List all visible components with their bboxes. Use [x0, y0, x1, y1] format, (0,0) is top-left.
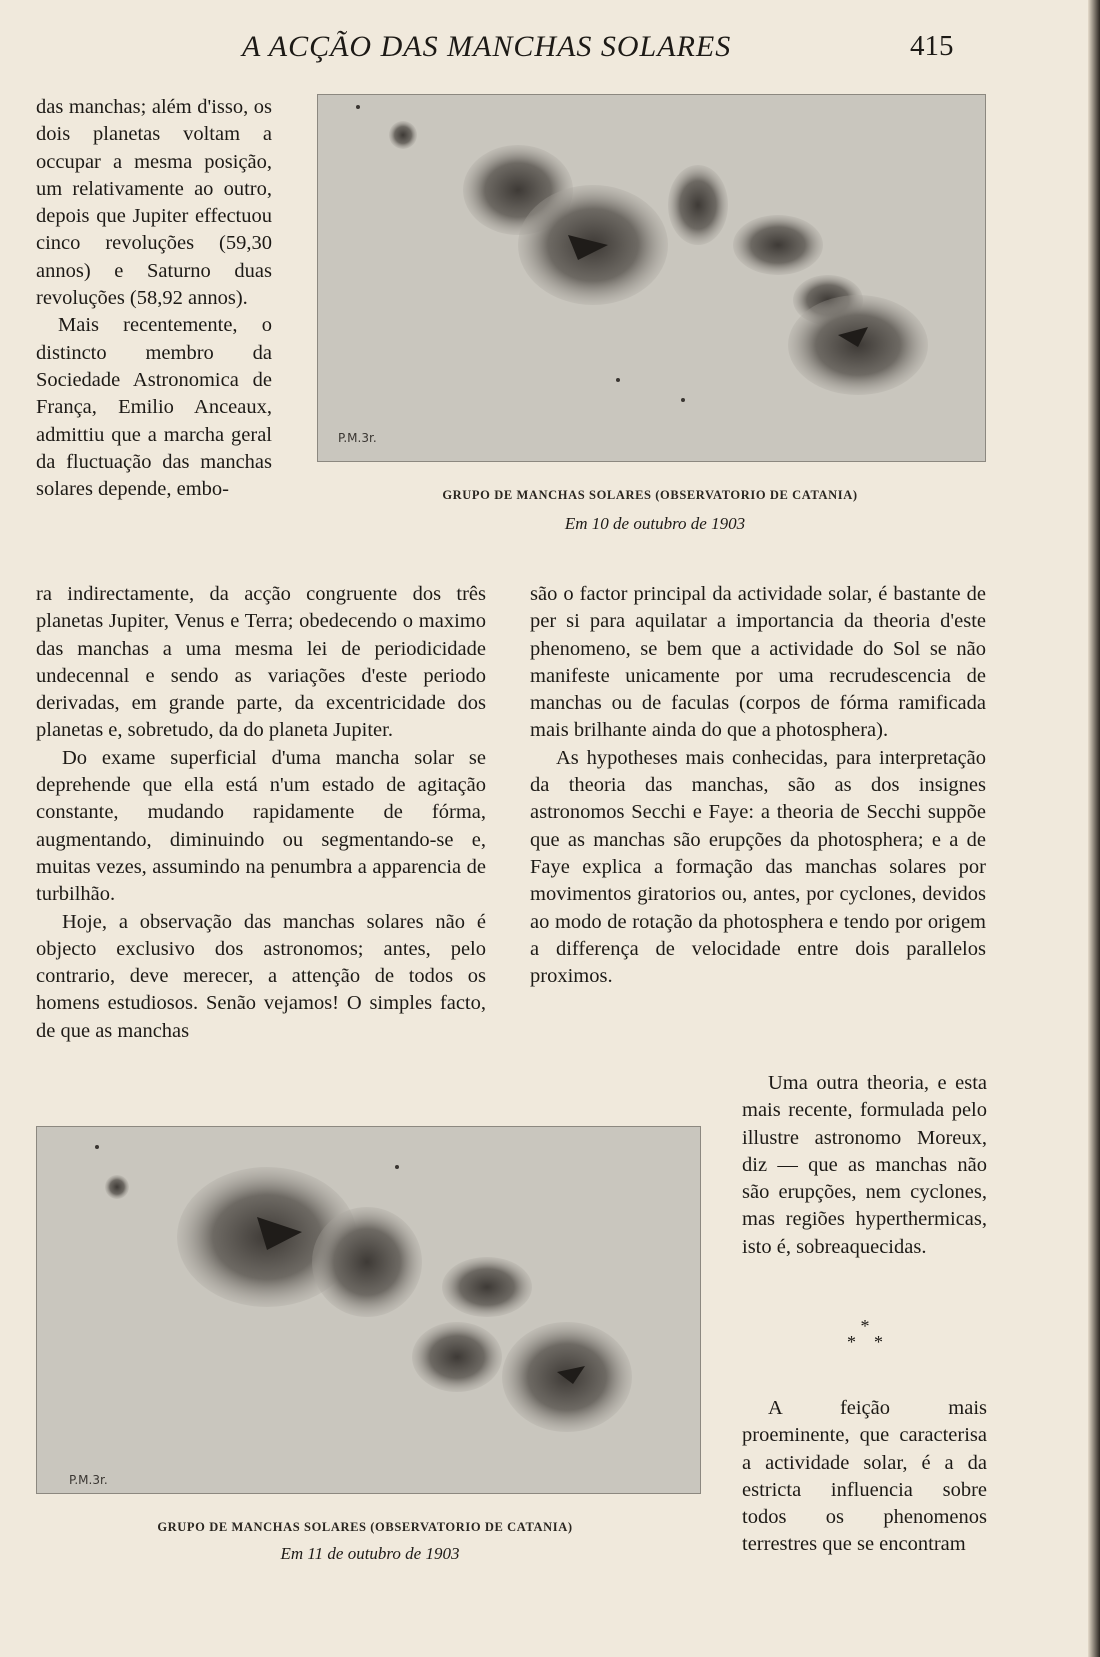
- figure-2-sunspot-photo: [36, 1126, 701, 1494]
- figure-1-caption: GRUPO DE MANCHAS SOLARES (OBSERVATORIO DE CATANIA): [442, 488, 858, 502]
- paragraph: As hypotheses mais conhecidas, para interpretação da theoria das manchas, são as dos insignes astronomos Secchi e Faye: a theoria de Secchi suppõe que as manchas são erupções da photosphera; e a de Faye explica a formação das manchas solares por movimentos giratorios ou, antes, por cyclones, devidos ao modo de rotação da photosphera e tendo por origem a differença de velocidade entre dois parallelos proximos.: [530, 746, 986, 988]
- paragraph: Do exame superficial d'uma mancha solar se deprehende que ella está n'um estado de agitação constante, mudando rapidamente de fórma, augmentando, diminuindo ou segmentando-se e, muitas vezes, assumindo na penumbra a apparencia de turbilhão.: [36, 746, 486, 906]
- paragraph: das manchas; além d'isso, os dois planetas voltam a occupar a mesma posição, um relativamente ao outro, depois que Jupiter effectuou cinco revoluções (59,30 annos) e Saturno duas revoluções (58,92 annos).: [36, 96, 272, 310]
- section-break-star: *: [860, 1316, 870, 1336]
- sunspot-group-image: [37, 1127, 700, 1493]
- figure-1-sunspot-photo: [317, 94, 986, 462]
- column-2-top: [530, 581, 986, 990]
- paragraph: A feição mais proeminente, que caracterisa a actividade solar, é a da estricta influencia sobre todos os phenomenos terrestres que se encontram: [742, 1397, 987, 1556]
- page-edge-shadow: [1088, 0, 1100, 1657]
- page-number: 415: [910, 30, 954, 62]
- figure-2-date: Em 11 de outubro de 1903: [280, 1544, 460, 1563]
- paragraph: Uma outra theoria, e esta mais recente, formulada pelo illustre astronomo Moreux, diz — que as manchas não são erupções, nem cyclones, mas regiões hyperthermicas, isto é, sobreaquecidas.: [742, 1072, 987, 1258]
- section-break: [815, 1318, 915, 1350]
- figure-2-caption: GRUPO DE MANCHAS SOLARES (OBSERVATORIO DE CATANIA): [157, 1520, 573, 1534]
- running-title: A ACÇÃO DAS MANCHAS SOLARES: [242, 30, 732, 63]
- figure-1-date: Em 10 de outubro de 1903: [564, 514, 746, 533]
- column-2-bottom: [742, 1395, 987, 1559]
- photographer-signature: P.M.3r.: [69, 1473, 108, 1487]
- sunspot-group-image: [318, 95, 985, 461]
- photographer-signature: P.M.3r.: [338, 431, 377, 445]
- paragraph: Mais recentemente, o distincto membro da Sociedade Astronomica de França, Emilio Anceaux, admittiu que a marcha geral da fluctuação das manchas solares depende, embo-: [36, 314, 272, 501]
- column-1-bottom: [36, 581, 486, 1045]
- paragraph: Hoje, a observação das manchas solares não é objecto exclusivo dos astronomos; antes, pelo contrario, deve merecer, a attenção de todos os homens estudiosos. Senão vejamos! O simples facto, de que as manchas: [36, 910, 486, 1042]
- paragraph: são o factor principal da actividade solar, é bastante de per si para aquilatar a importancia da theoria d'este phenomeno, se bem que a actividade do Sol se não manifeste unicamente por uma recrudescencia de manchas ou de faculas (corpos de fórma ramificada mais brilhante ainda do que a photosphera).: [530, 583, 986, 742]
- column-2-narrow: [742, 1070, 987, 1261]
- page-header: [0, 30, 1100, 74]
- section-break-stars: * *: [847, 1332, 883, 1352]
- column-1-top: [36, 94, 272, 503]
- paragraph: ra indirectamente, da acção congruente dos três planetas Jupiter, Venus e Terra; obedecendo o maximo das manchas a uma mesma lei de periodicidade undecennal e sendo as variações d'este periodo derivadas, em grande parte, da excentricidade dos planetas e, sobretudo, da do planeta Jupiter.: [36, 583, 486, 742]
